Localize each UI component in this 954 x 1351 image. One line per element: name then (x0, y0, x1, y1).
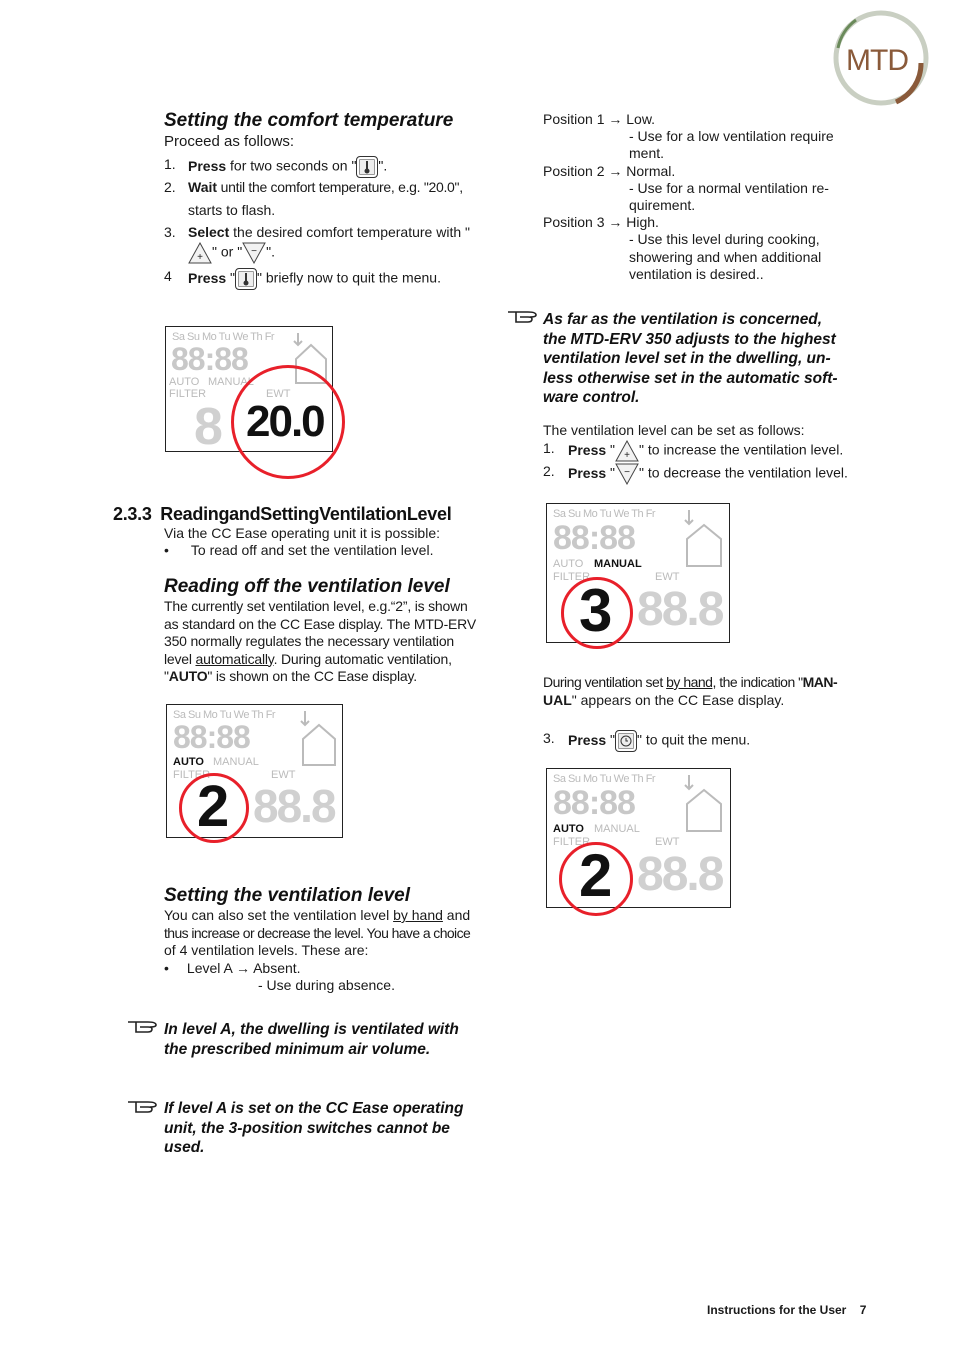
lcd-manual: MANUAL (213, 756, 259, 768)
section-heading: 2.3.3 ReadingandSettingVentilationLevel (113, 504, 452, 524)
lcd-level-value: 3 (579, 577, 613, 643)
comfort-title: Setting the comfort temperature (164, 110, 454, 131)
lcd-display-manual-level-3: Sa Su Mo Tu We Th Fr 88:88 AUTO MANUAL FILTER EWT 3 88.8 (546, 503, 730, 643)
svg-text:+: + (197, 252, 203, 263)
highlight-circle (231, 365, 345, 479)
lcd-ewt: EWT (271, 769, 296, 781)
pointing-hand-icon (506, 306, 540, 324)
lcd-filter: FILTER (553, 836, 591, 848)
plus-key-icon (188, 242, 212, 264)
lcd-filter: FILTER (553, 571, 591, 583)
highlight-circle (561, 577, 633, 649)
lcd-manual: MANUAL (208, 376, 254, 388)
lcd-display-auto-level-2: Sa Su Mo Tu We Th Fr 88:88 AUTO MANUAL FILTER EWT 2 88.8 (166, 704, 343, 838)
svg-text:−: − (251, 246, 258, 257)
positions-list: Position 1 → Low. - Use for a low ventilation require ment. Position 2 → Normal. - Use for a normal ventilation re- quirement. Position 3 → High. - Use this level during cooking, showering and when additional ventilation is desired.. (543, 111, 834, 282)
lcd-manual: MANUAL (594, 558, 642, 570)
quit-step: 3. Press " " to quit the menu. (543, 730, 873, 752)
page-footer: Instructions for the User 7 (707, 1303, 867, 1317)
setting-paragraph: You can also set the ventilation level by hand and thus increase or decrease the level. You have a choice of 4 ventilation levels. These are: • Level A → Absent. - Use during absence. (164, 907, 471, 993)
thermometer-key-icon (235, 268, 257, 290)
house-icon (683, 773, 725, 833)
lcd-temperature-ghost: 88.8 (637, 848, 723, 901)
svg-text:+: + (624, 450, 630, 461)
comfort-step-3: 3. Select the desired comfort temperature with " (164, 224, 470, 240)
lcd-temperature-value: 20.0 (246, 397, 324, 446)
lcd-time: 88:88 (173, 719, 250, 755)
reading-paragraph: The currently set ventilation level, e.g.“2”, is shown as standard on the CC Ease display. The MTD-ERV 350 normally regulates the necessary ventilation level automatically. During automatic ventilation, "AUTO" is shown on the CC Ease display. (164, 598, 476, 684)
levelset-step-2: 2. Press " − " to decrease the ventilation level. (543, 463, 873, 485)
thermometer-key-icon (356, 156, 378, 178)
comfort-step-3-cont: + " or " − ". (188, 242, 275, 264)
lcd-ewt: EWT (655, 571, 680, 583)
lcd-level-value: 2 (579, 842, 613, 908)
reading-title: Reading off the ventilation level (164, 576, 450, 597)
lcd-auto: AUTO (173, 756, 204, 768)
logo-text: MTD (846, 44, 908, 77)
house-icon (299, 709, 339, 767)
lcd-manual: MANUAL (594, 823, 640, 835)
manual-paragraph: During ventilation set by hand, the indication "MAN- UAL" appears on the CC Ease display. (543, 674, 838, 708)
lcd-time: 88:88 (553, 784, 635, 822)
section-intro: Via the CC Ease operating unit it is possible: (164, 525, 441, 541)
lcd-auto: AUTO (553, 823, 584, 835)
note-highest-level: As far as the ventilation is concerned, the MTD-ERV 350 adjusts to the highest ventilation level set in the dwelling, un- less otherwise set in the automatic soft- ware control. (543, 311, 838, 406)
lcd-temperature-ghost: 88.8 (253, 780, 335, 832)
lcd-auto: AUTO (169, 376, 200, 388)
lcd-filter: FILTER (173, 769, 211, 781)
brand-logo (826, 8, 934, 108)
lcd-filter: FILTER (169, 388, 207, 400)
bullet-icon: • (164, 542, 169, 558)
clock-key-icon (615, 730, 637, 752)
bullet-icon: • (164, 959, 169, 976)
lcd-display-auto-level-2-right: Sa Su Mo Tu We Th Fr 88:88 AUTO MANUAL FILTER EWT 2 88.8 (546, 768, 731, 908)
note-switches: If level A is set on the CC Ease operating unit, the 3-position switches cannot be used. (164, 1100, 464, 1156)
section-bullet: • To read off and set the ventilation level. (164, 542, 434, 558)
levelset-intro: The ventilation level can be set as follows: (543, 422, 805, 438)
lcd-display-temperature: Sa Su Mo Tu We Th Fr 88:88 AUTO MANUAL FILTER EWT 8 20.0 (165, 326, 333, 452)
highlight-circle (179, 773, 249, 843)
pointing-hand-icon (126, 1016, 160, 1034)
lcd-time: 88:88 (171, 341, 248, 377)
comfort-step-1: 1. Press for two seconds on " ". (164, 156, 484, 178)
lcd-ewt: EWT (266, 388, 291, 400)
pointing-hand-icon (126, 1096, 160, 1114)
svg-text:−: − (624, 467, 630, 478)
lcd-level-ghost: 8 (194, 398, 223, 452)
minus-key-icon (615, 463, 639, 485)
highlight-circle (559, 842, 633, 916)
comfort-intro: Proceed as follows: (164, 133, 295, 150)
comfort-step-4: 4 Press " " briefly now to quit the menu. (164, 268, 484, 290)
comfort-step-2-cont: starts to flash. (188, 202, 276, 218)
note-level-a: In level A, the dwelling is ventilated with the prescribed minimum air volume. (164, 1021, 459, 1058)
minus-key-icon (242, 242, 266, 264)
house-icon (683, 508, 725, 568)
lcd-temperature-ghost: 88.8 (637, 583, 723, 636)
levelset-step-1: 1. Press " + " to increase the ventilation level. (543, 440, 844, 461)
lcd-time: 88:88 (553, 519, 635, 557)
comfort-step-2: 2. Wait until the comfort temperature, e.g. "20.0", (164, 179, 463, 195)
lcd-level-value: 2 (197, 774, 230, 838)
lcd-ewt: EWT (655, 836, 680, 848)
plus-key-icon (615, 440, 639, 462)
setting-title: Setting the ventilation level (164, 885, 410, 906)
lcd-auto: AUTO (553, 558, 584, 570)
